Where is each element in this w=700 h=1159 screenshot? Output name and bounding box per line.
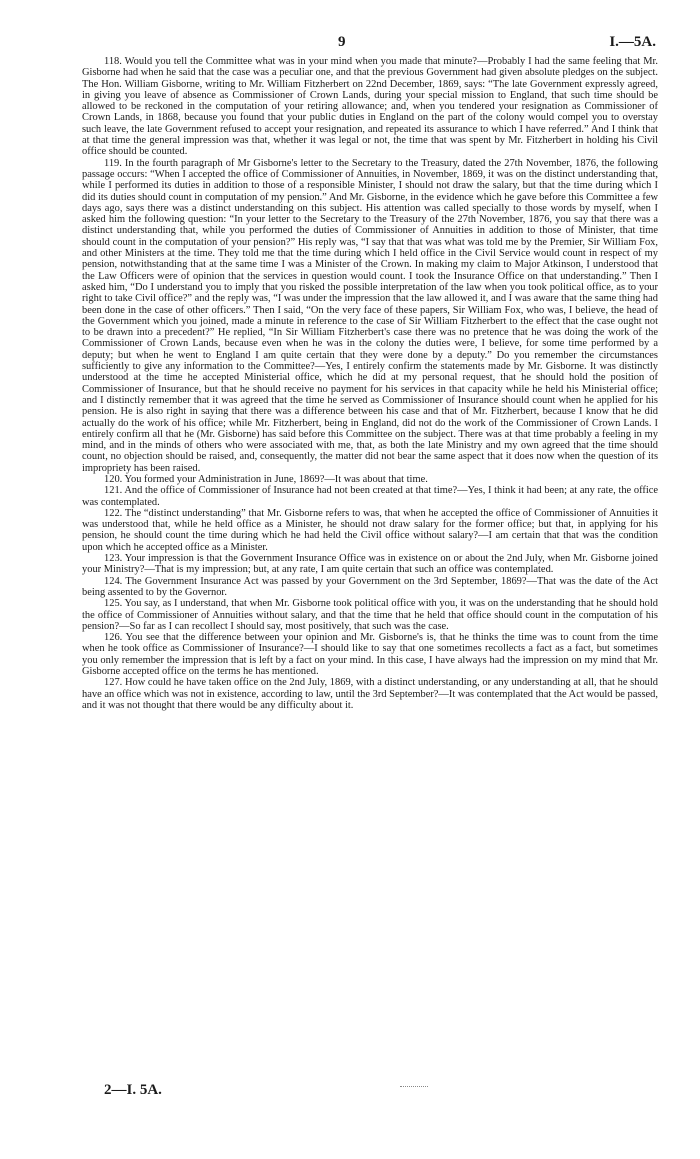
paragraph-125: 125. You say, as I understand, that when Mr. Gisborne took political office with you, it was on the understanding that he should hold the office of Commissioner of Annuities without salary, and that the time that he held that office should count in the computation of his pension?—So far as I can recollect I should say, most positively, that such was the case. <box>82 598 658 632</box>
paragraph-126: 126. You see that the difference between your opinion and Mr. Gisborne's is, that he thinks the time was to count from the time when he took office as Commissioner of Insurance?—I should like to say that one sometimes recollects a fact as a fact, but sometimes you only remember the impression that is left by a fact on your mind. In this case, I have always had the impression on my mind that Mr. Gisborne accepted office on the terms he has mentioned. <box>82 632 658 678</box>
paragraph-118: 118. Would you tell the Committee what was in your mind when you made that minute?—Probably I had the same feeling that Mr. Gisborne had when he said that the case was a peculiar one, and that the previous Government had given absolute pledges on the subject. The Hon. William Gisborne, writing to Mr. William Fitzherbert on 22nd December, 1869, says: “The late Government expressly agreed, in giving you leave of absence as Commissioner of Crown Lands, during your special mission to England, that such time should be allowed to be reckoned in the computation of your retiring allowance; and, when you tendered your resignation as Commissioner of Crown Lands, in 1868, because you found that your public duties in England on the part of the colony would compel you to overstay such leave, the late Government refused to accept your resignation, and repeated its assurance to which I have referred.” And I think that at that time the general impression was that, whether it was legal or not, the time that was spent by Mr. Fitzherbert in holding his Civil office should be counted. <box>82 56 658 158</box>
paragraph-127: 127. How could he have taken office on the 2nd July, 1869, with a distinct understanding, or any understanding at all, that he should have an office which was not in existence, according to law, until the 3rd September?—It was contemplated that the Act would be passed, and it was not thought that there would be any difficulty about it. <box>82 677 658 711</box>
paragraph-119: 119. In the fourth paragraph of Mr Gisborne's letter to the Secretary to the Treasury, dated the 27th November, 1876, the following passage occurs: “When I accepted the office of Commissioner of Annuities, in November, 1869, it was on the distinct understanding that, while I performed its duties in addition to those of a responsible Minister, I should not draw the salary, but that the time during which I did its duties should count in computation of my pension.” And Mr. Gisborne, in the evidence which he gave before this Committee a few days ago, says there was a distinct understanding on this subject. His attention was called specially to those words by myself, when I asked him the following question: “In your letter to the Secretary to the Treasury of the 27th November, 1876, you say that there was a distinct understanding that, while you performed the duties of Commissioner of Annuities in addition to those of Minister, that time should count in the computation of your pension?” His reply was, “I say that that was what was told me by the Premier, Sir William Fox, and other Ministers at the time. They told me that the time during which I held office in the Civil Service would count in respect of my pension, notwithstanding that at the same time I was a Minister of the Crown. In making my claim to Major Atkinson, I understood that the Law Officers were of opinion that the services in question would count. I took the Insurance Office on that understanding.” Then I asked him, “Do I understand you to imply that you risked the possible interpretation of the law when you took political office, as to your right to take Civil office?” and the reply was, “I was under the impression that the law allowed it, and I was aware that the same thing had been done in the case of other officers.” Then I said, “On the very face of these papers, Sir William Fox, who was, I believe, the head of the Government which you joined, made a minute in reference to the case of Sir William Fitzherbert to the effect that the case ought not to be drawn into a precedent?” He replied, “In Sir William Fitzherbert's case there was no pretence that he was doing the work of the Commissioner of Crown Lands, because even when he was in the colony the duties were, I believe, for some time performed by a deputy; but when he went to England I am quite certain that they were done by a deputy.” Do you remember the circumstances sufficiently to give any information to the Committee?—Yes, I entirely confirm the statements made by Mr. Gisborne. It was distinctly understood at the time he accepted Ministerial office, which he did at my personal request, that he should hold the position of Commissioner of Insurance, but that he should receive no payment for his services in that capacity while he held his Ministerial office; and I distinctly remember that it was agreed that the time he served as Commissioner of Insurance should count when he applied for his pension. He is also right in saying that there was a difference between his case and that of Mr. Fitzherbert, because I know that he did actually do the work of his office; while Mr. Fitzherbert, being in England, did not do the work of the Commissioner of Crown Lands. I entirely confirm all that he (Mr. Gisborne) has said before this Committee on the subject. There was at that time probably a feeling in my mind, and in the minds of others who were associated with me, that, as both the late Ministry and my own agreed that the time should count, no objection should be raised, and, consequently, the matter did not bear the same aspect that it does now when the question of its impropriety has been raised. <box>82 157 658 474</box>
paragraph-123: 123. Your impression is that the Government Insurance Office was in existence on or about the 2nd July, when Mr. Gisborne joined your Ministry?—That is my impression; but, at any rate, I am quite certain that such an office was contemplated. <box>82 553 658 576</box>
paragraph-122: 122. The “distinct understanding” that Mr. Gisborne refers to was, that when he accepted the office of Commissioner of Annuities it was understood that, while he held office as a Minister, he should not draw salary for the former office; but that, in applying for his pension, he should count the time during which he had held the Civil office without salary?—I am certain that that was the condition upon which he accepted office as a Minister. <box>82 507 658 553</box>
evidence-text <box>82 56 658 711</box>
paragraph-124: 124. The Government Insurance Act was passed by your Government on the 3rd September, 1869?—That was the date of the Act being assented to by the Governor. <box>82 575 658 598</box>
printer-dots <box>400 1086 428 1087</box>
paragraph-120: 120. You formed your Administration in June, 1869?—It was about that time. <box>104 473 428 485</box>
document-reference: I.—5A. <box>609 34 656 50</box>
page-number: 9 <box>338 34 346 50</box>
signature-mark: 2—I. 5A. <box>104 1082 162 1098</box>
paragraph-121: 121. And the office of Commissioner of Insurance had not been created at that time?—Yes, I think it had been; at any rate, the office was contemplated. <box>82 485 658 508</box>
page-header <box>0 34 700 50</box>
